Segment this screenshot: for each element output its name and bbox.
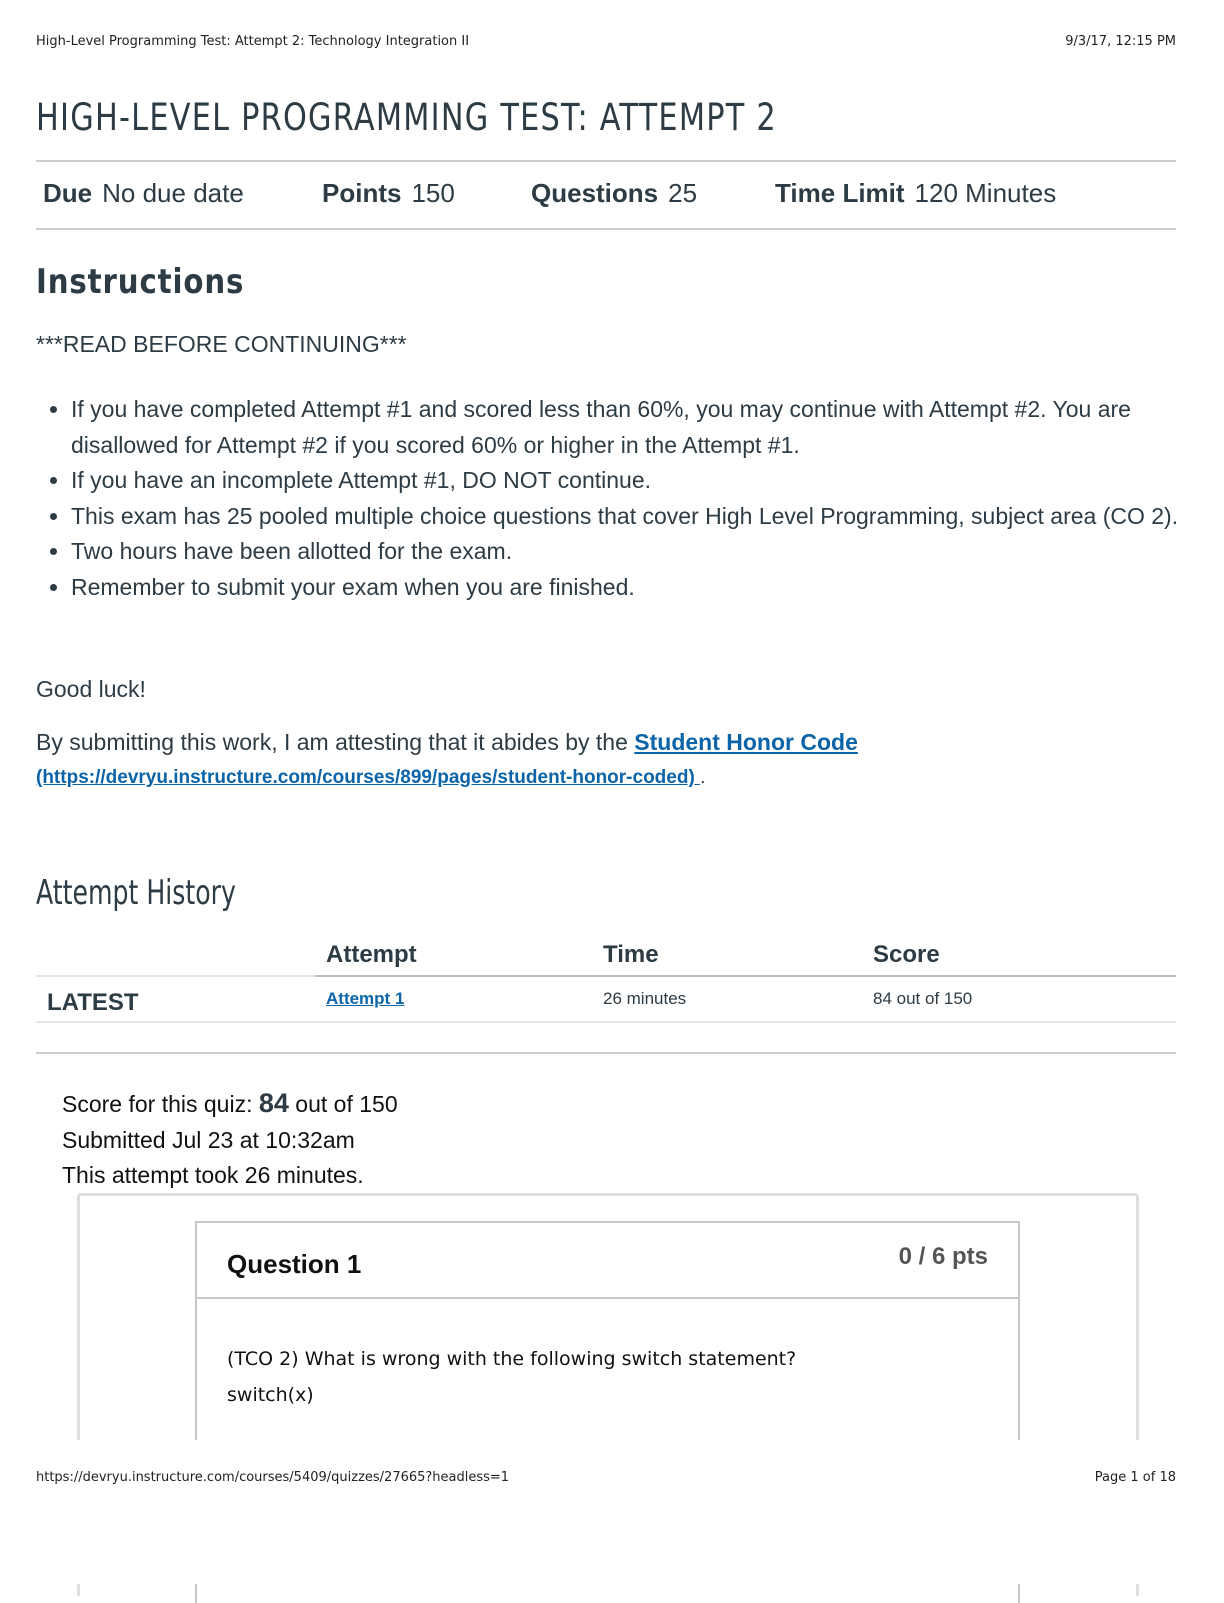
table-row-divider (36, 1021, 1176, 1023)
print-header (36, 34, 1176, 52)
attempt-history-heading: Attempt History (36, 873, 236, 913)
honor-suffix: . (700, 767, 706, 788)
instructions-list (36, 392, 1181, 606)
list-item: • If you have completed Attempt #1 and scored less than 60%, you may continue with Attempt #2. You are disallowed for Attempt #2 if you scored 60% or higher in the Attempt #1. (71, 392, 1181, 463)
meta-points-value: 150 (411, 178, 455, 208)
table-header-divider (315, 975, 1176, 977)
read-before-notice: ***READ BEFORE CONTINUING*** (36, 331, 407, 357)
score-value: 84 (258, 1088, 289, 1118)
student-honor-code-link[interactable]: Student Honor Code (634, 729, 858, 755)
table-row-time: 26 minutes (603, 989, 687, 1008)
question-points: 0 / 6 pts (898, 1243, 988, 1270)
list-item: • If you have an incomplete Attempt #1, DO NOT continue. (71, 463, 1181, 499)
quiz-meta (43, 178, 1176, 214)
meta-due-value: No due date (102, 178, 244, 208)
print-header-title: High-Level Programming Test: Attempt 2: Technology Integration II (36, 34, 470, 49)
page-number: Page 1 of 18 (1094, 1470, 1176, 1485)
meta-questions-value: 25 (668, 178, 698, 208)
page-bottom-margin (0, 1440, 1224, 1584)
meta-time-limit (775, 178, 1056, 209)
question-body (227, 1341, 796, 1413)
good-luck-text: Good luck! (36, 676, 146, 702)
meta-questions-label: Questions (531, 178, 659, 208)
meta-due (43, 178, 244, 209)
question-text: (TCO 2) What is wrong with the following switch statement? (227, 1348, 797, 1370)
print-footer (36, 1470, 1176, 1488)
score-suffix: out of 150 (288, 1091, 398, 1117)
meta-divider (36, 228, 1176, 230)
meta-due-label: Due (43, 178, 93, 208)
column-header-attempt: Attempt (326, 941, 417, 968)
honor-code-url-link[interactable]: (https://devryu.instructure.com/courses/899/pages/student-honor-coded) (36, 767, 701, 788)
honor-prefix: By submitting this work, I am attesting that it abides by the (36, 729, 635, 755)
latest-label: LATEST (47, 989, 139, 1016)
table-row-attempt (326, 989, 404, 1009)
history-divider (36, 1052, 1176, 1054)
instructions-heading: Instructions (36, 262, 245, 302)
meta-points-label: Points (322, 178, 402, 208)
honor-url-line (36, 767, 705, 789)
table-row-score: 84 out of 150 (873, 989, 973, 1008)
meta-points (322, 178, 455, 209)
list-item: • This exam has 25 pooled multiple choice questions that cover High Level Programming, subject area (CO 2). (71, 499, 1181, 535)
meta-time-value: 120 Minutes (914, 178, 1057, 208)
column-header-score: Score (873, 941, 940, 968)
attempt-duration: This attempt took 26 minutes. (62, 1162, 364, 1188)
attempt-1-link[interactable]: Attempt 1 (326, 989, 405, 1008)
meta-questions (531, 178, 697, 209)
page-title: HIGH-LEVEL PROGRAMMING TEST: ATTEMPT 2 (36, 96, 777, 139)
score-prefix: Score for this quiz: (62, 1091, 259, 1117)
honor-statement (36, 729, 858, 756)
meta-time-label: Time Limit (775, 178, 905, 208)
question-header (197, 1223, 1018, 1299)
list-item: • Two hours have been allotted for the exam. (71, 534, 1181, 570)
question-title: Question 1 (227, 1249, 362, 1279)
question-code: switch(x) (227, 1384, 314, 1406)
quiz-score (62, 1088, 398, 1119)
column-header-time: Time (603, 941, 659, 968)
table-header-divider-left (36, 975, 315, 977)
list-item: • Remember to submit your exam when you are finished. (71, 570, 1181, 606)
print-footer-url: https://devryu.instructure.com/courses/5409/quizzes/27665?headless=1 (36, 1470, 510, 1485)
print-header-timestamp: 9/3/17, 12:15 PM (1065, 34, 1176, 49)
title-divider (36, 160, 1176, 162)
submitted-time: Submitted Jul 23 at 10:32am (62, 1127, 355, 1153)
